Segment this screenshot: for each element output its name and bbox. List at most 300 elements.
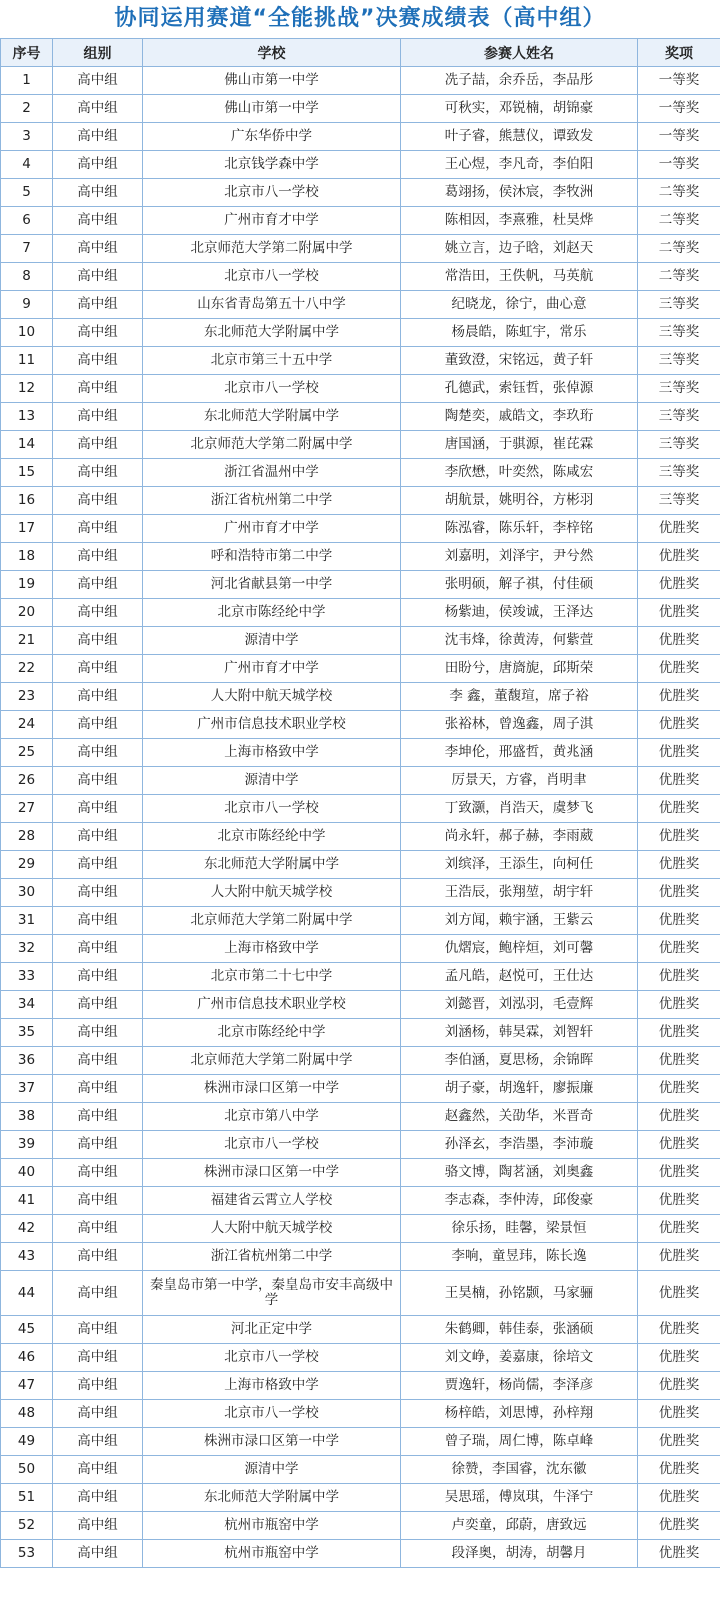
cell-school: 东北师范大学附属中学: [143, 403, 401, 431]
cell-award: 三等奖: [638, 347, 720, 375]
cell-participants: 刘懿晋，刘泓羽，毛壹辉: [401, 991, 638, 1019]
cell-serial-number: 27: [1, 795, 53, 823]
cell-group: 高中组: [53, 1484, 143, 1512]
cell-award: 三等奖: [638, 403, 720, 431]
cell-group: 高中组: [53, 627, 143, 655]
cell-serial-number: 17: [1, 515, 53, 543]
cell-group: 高中组: [53, 1131, 143, 1159]
table-row: [1, 319, 720, 347]
cell-serial-number: 22: [1, 655, 53, 683]
cell-award: 一等奖: [638, 95, 720, 123]
cell-school: 上海市格致中学: [143, 739, 401, 767]
cell-school: 北京师范大学第二附属中学: [143, 431, 401, 459]
cell-serial-number: 3: [1, 123, 53, 151]
cell-school: 株洲市渌口区第一中学: [143, 1075, 401, 1103]
cell-award: 优胜奖: [638, 851, 720, 879]
cell-group: 高中组: [53, 655, 143, 683]
table-row: [1, 1131, 720, 1159]
cell-serial-number: 53: [1, 1540, 53, 1568]
cell-serial-number: 20: [1, 599, 53, 627]
table-row: [1, 1400, 720, 1428]
cell-school: 广州市育才中学: [143, 207, 401, 235]
cell-serial-number: 45: [1, 1316, 53, 1344]
table-row: [1, 1243, 720, 1271]
cell-participants: 刘涵杨，韩昊霖，刘智轩: [401, 1019, 638, 1047]
table-row: [1, 1344, 720, 1372]
cell-award: 优胜奖: [638, 1372, 720, 1400]
cell-school: 人大附中航天城学校: [143, 683, 401, 711]
cell-school: 北京市八一学校: [143, 179, 401, 207]
cell-award: 优胜奖: [638, 879, 720, 907]
cell-participants: 胡子豪，胡逸轩，廖振廉: [401, 1075, 638, 1103]
cell-serial-number: 18: [1, 543, 53, 571]
cell-serial-number: 31: [1, 907, 53, 935]
cell-school: 河北省献县第一中学: [143, 571, 401, 599]
cell-award: 优胜奖: [638, 907, 720, 935]
header-serial-number: 序号: [1, 39, 53, 67]
cell-serial-number: 43: [1, 1243, 53, 1271]
cell-serial-number: 6: [1, 207, 53, 235]
cell-school: 北京钱学森中学: [143, 151, 401, 179]
cell-participants: 段泽奥，胡涛，胡馨月: [401, 1540, 638, 1568]
cell-serial-number: 21: [1, 627, 53, 655]
cell-participants: 常浩田，王佚帆，马英航: [401, 263, 638, 291]
cell-participants: 刘文峥，姜嘉康，徐培文: [401, 1344, 638, 1372]
cell-participants: 李响，童昱玮，陈长逸: [401, 1243, 638, 1271]
cell-participants: 王昊楠，孙铭颢，马家骊: [401, 1271, 638, 1316]
cell-group: 高中组: [53, 1344, 143, 1372]
cell-group: 高中组: [53, 767, 143, 795]
cell-participants: 张明硕，解子祺，付佳硕: [401, 571, 638, 599]
cell-award: 二等奖: [638, 207, 720, 235]
cell-participants: 纪晓龙，徐宁，曲心意: [401, 291, 638, 319]
cell-group: 高中组: [53, 1316, 143, 1344]
cell-school: 东北师范大学附属中学: [143, 319, 401, 347]
cell-school: 上海市格致中学: [143, 1372, 401, 1400]
cell-serial-number: 30: [1, 879, 53, 907]
table-row: [1, 403, 720, 431]
table-row: [1, 1047, 720, 1075]
cell-serial-number: 7: [1, 235, 53, 263]
cell-group: 高中组: [53, 1428, 143, 1456]
results-table: [0, 38, 720, 1568]
cell-participants: 沈韦烽，徐黄涛，何紫萱: [401, 627, 638, 655]
cell-participants: 李伯涵，夏思杨，余锦晖: [401, 1047, 638, 1075]
table-header-row: [1, 39, 720, 67]
cell-participants: 丁致灏，肖浩天，虞梦飞: [401, 795, 638, 823]
cell-participants: 可秋实，邓锐楠，胡锦豪: [401, 95, 638, 123]
cell-group: 高中组: [53, 151, 143, 179]
table-row: [1, 1271, 720, 1316]
cell-group: 高中组: [53, 1372, 143, 1400]
cell-school: 北京市八一学校: [143, 1400, 401, 1428]
cell-participants: 葛翊扬，侯沐宸，李牧洲: [401, 179, 638, 207]
cell-group: 高中组: [53, 599, 143, 627]
cell-group: 高中组: [53, 795, 143, 823]
cell-group: 高中组: [53, 907, 143, 935]
cell-school: 北京师范大学第二附属中学: [143, 235, 401, 263]
cell-award: 优胜奖: [638, 991, 720, 1019]
cell-participants: 徐赞，李国睿，沈东徽: [401, 1456, 638, 1484]
page-title: 协同运用赛道“全能挑战”决赛成绩表（高中组）: [114, 6, 606, 31]
cell-serial-number: 14: [1, 431, 53, 459]
cell-award: 优胜奖: [638, 1271, 720, 1316]
cell-group: 高中组: [53, 1540, 143, 1568]
table-row: [1, 1075, 720, 1103]
cell-award: 二等奖: [638, 179, 720, 207]
cell-award: 优胜奖: [638, 1215, 720, 1243]
cell-school: 北京市八一学校: [143, 263, 401, 291]
cell-serial-number: 23: [1, 683, 53, 711]
cell-group: 高中组: [53, 1103, 143, 1131]
table-row: [1, 739, 720, 767]
cell-school: 北京市第三十五中学: [143, 347, 401, 375]
table-row: [1, 571, 720, 599]
cell-school: 呼和浩特市第二中学: [143, 543, 401, 571]
cell-serial-number: 32: [1, 935, 53, 963]
cell-serial-number: 34: [1, 991, 53, 1019]
cell-school: 佛山市第一中学: [143, 67, 401, 95]
table-row: [1, 627, 720, 655]
cell-group: 高中组: [53, 879, 143, 907]
cell-award: 三等奖: [638, 291, 720, 319]
cell-serial-number: 26: [1, 767, 53, 795]
cell-school: 北京市八一学校: [143, 1344, 401, 1372]
cell-serial-number: 44: [1, 1271, 53, 1316]
cell-serial-number: 36: [1, 1047, 53, 1075]
table-row: [1, 655, 720, 683]
table-row: [1, 67, 720, 95]
cell-school: 广州市信息技术职业学校: [143, 991, 401, 1019]
cell-participants: 刘嘉明，刘泽宇，尹兮然: [401, 543, 638, 571]
cell-award: 优胜奖: [638, 1344, 720, 1372]
cell-school: 浙江省温州中学: [143, 459, 401, 487]
cell-group: 高中组: [53, 1215, 143, 1243]
table-row: [1, 235, 720, 263]
table-row: [1, 1103, 720, 1131]
table-row: [1, 907, 720, 935]
cell-group: 高中组: [53, 1047, 143, 1075]
cell-serial-number: 12: [1, 375, 53, 403]
cell-serial-number: 28: [1, 823, 53, 851]
cell-participants: 徐乐扬，眭馨，梁景恒: [401, 1215, 638, 1243]
cell-award: 优胜奖: [638, 1316, 720, 1344]
cell-award: 优胜奖: [638, 1428, 720, 1456]
cell-school: 广州市信息技术职业学校: [143, 711, 401, 739]
cell-school: 北京市第二十七中学: [143, 963, 401, 991]
cell-award: 优胜奖: [638, 683, 720, 711]
cell-group: 高中组: [53, 375, 143, 403]
cell-school: 杭州市瓶窑中学: [143, 1540, 401, 1568]
cell-group: 高中组: [53, 543, 143, 571]
cell-participants: 尚永轩，郝子赫，李雨葳: [401, 823, 638, 851]
table-row: [1, 851, 720, 879]
cell-serial-number: 42: [1, 1215, 53, 1243]
cell-award: 优胜奖: [638, 1512, 720, 1540]
cell-award: 优胜奖: [638, 1484, 720, 1512]
cell-serial-number: 41: [1, 1187, 53, 1215]
cell-award: 优胜奖: [638, 767, 720, 795]
cell-school: 株洲市渌口区第一中学: [143, 1428, 401, 1456]
cell-serial-number: 38: [1, 1103, 53, 1131]
table-row: [1, 1215, 720, 1243]
cell-serial-number: 1: [1, 67, 53, 95]
cell-serial-number: 37: [1, 1075, 53, 1103]
cell-school: 浙江省杭州第二中学: [143, 487, 401, 515]
cell-group: 高中组: [53, 1159, 143, 1187]
cell-award: 二等奖: [638, 235, 720, 263]
cell-participants: 陈相因，李熹雅，杜昊烨: [401, 207, 638, 235]
cell-school: 上海市格致中学: [143, 935, 401, 963]
cell-school: 东北师范大学附属中学: [143, 1484, 401, 1512]
cell-participants: 胡航景，姚明谷，方彬羽: [401, 487, 638, 515]
cell-school: 广东华侨中学: [143, 123, 401, 151]
cell-award: 二等奖: [638, 263, 720, 291]
cell-serial-number: 39: [1, 1131, 53, 1159]
cell-school: 广州市育才中学: [143, 515, 401, 543]
cell-school: 广州市育才中学: [143, 655, 401, 683]
cell-school: 福建省云霄立人学校: [143, 1187, 401, 1215]
cell-school: 山东省青岛第五十八中学: [143, 291, 401, 319]
cell-serial-number: 13: [1, 403, 53, 431]
table-row: [1, 991, 720, 1019]
cell-serial-number: 29: [1, 851, 53, 879]
cell-group: 高中组: [53, 123, 143, 151]
cell-group: 高中组: [53, 683, 143, 711]
cell-award: 优胜奖: [638, 1103, 720, 1131]
cell-award: 优胜奖: [638, 1243, 720, 1271]
table-row: [1, 123, 720, 151]
table-row: [1, 795, 720, 823]
table-row: [1, 1540, 720, 1568]
cell-serial-number: 8: [1, 263, 53, 291]
cell-participants: 孙泽玄，李浩墨，李沛璇: [401, 1131, 638, 1159]
cell-award: 三等奖: [638, 431, 720, 459]
cell-group: 高中组: [53, 403, 143, 431]
cell-award: 优胜奖: [638, 1187, 720, 1215]
cell-participants: 刘缤泽，王添生，向柯任: [401, 851, 638, 879]
table-row: [1, 963, 720, 991]
cell-participants: 杨紫迪，侯竣诚，王泽达: [401, 599, 638, 627]
cell-serial-number: 19: [1, 571, 53, 599]
cell-group: 高中组: [53, 963, 143, 991]
table-row: [1, 711, 720, 739]
cell-group: 高中组: [53, 207, 143, 235]
cell-serial-number: 2: [1, 95, 53, 123]
header-award: 奖项: [638, 39, 720, 67]
table-row: [1, 263, 720, 291]
cell-serial-number: 15: [1, 459, 53, 487]
table-row: [1, 431, 720, 459]
cell-school: 源清中学: [143, 1456, 401, 1484]
cell-school: 源清中学: [143, 627, 401, 655]
cell-participants: 董致澄，宋铭远，黄子轩: [401, 347, 638, 375]
cell-group: 高中组: [53, 739, 143, 767]
cell-award: 一等奖: [638, 123, 720, 151]
cell-group: 高中组: [53, 1512, 143, 1540]
cell-serial-number: 5: [1, 179, 53, 207]
cell-award: 三等奖: [638, 375, 720, 403]
table-row: [1, 1512, 720, 1540]
table-row: [1, 1159, 720, 1187]
cell-school: 北京市陈经纶中学: [143, 823, 401, 851]
table-row: [1, 1187, 720, 1215]
table-row: [1, 1372, 720, 1400]
cell-participants: 卢奕童，邱蔚，唐致远: [401, 1512, 638, 1540]
cell-serial-number: 51: [1, 1484, 53, 1512]
cell-serial-number: 25: [1, 739, 53, 767]
cell-award: 优胜奖: [638, 599, 720, 627]
cell-serial-number: 48: [1, 1400, 53, 1428]
cell-participants: 刘方闻，赖宇涵，王紫云: [401, 907, 638, 935]
cell-group: 高中组: [53, 95, 143, 123]
cell-award: 优胜奖: [638, 739, 720, 767]
cell-school: 人大附中航天城学校: [143, 1215, 401, 1243]
cell-award: 优胜奖: [638, 571, 720, 599]
cell-school: 人大附中航天城学校: [143, 879, 401, 907]
cell-serial-number: 9: [1, 291, 53, 319]
cell-participants: 孔德武，索钰哲，张倬源: [401, 375, 638, 403]
cell-group: 高中组: [53, 1456, 143, 1484]
table-row: [1, 767, 720, 795]
cell-participants: 王心煜，李凡奇，李伯阳: [401, 151, 638, 179]
cell-award: 三等奖: [638, 459, 720, 487]
cell-school: 河北正定中学: [143, 1316, 401, 1344]
cell-serial-number: 47: [1, 1372, 53, 1400]
table-row: [1, 487, 720, 515]
cell-group: 高中组: [53, 1019, 143, 1047]
table-row: [1, 1484, 720, 1512]
cell-group: 高中组: [53, 291, 143, 319]
cell-school: 北京市八一学校: [143, 795, 401, 823]
cell-school: 源清中学: [143, 767, 401, 795]
cell-group: 高中组: [53, 1187, 143, 1215]
cell-serial-number: 10: [1, 319, 53, 347]
cell-school: 北京市八一学校: [143, 1131, 401, 1159]
table-row: [1, 459, 720, 487]
cell-serial-number: 16: [1, 487, 53, 515]
cell-group: 高中组: [53, 179, 143, 207]
cell-school: 杭州市瓶窑中学: [143, 1512, 401, 1540]
cell-serial-number: 35: [1, 1019, 53, 1047]
cell-award: 优胜奖: [638, 1131, 720, 1159]
cell-participants: 冼子喆，余乔岳，李品彤: [401, 67, 638, 95]
table-row: [1, 515, 720, 543]
cell-participants: 厉景天，方睿，肖明聿: [401, 767, 638, 795]
cell-award: 优胜奖: [638, 1019, 720, 1047]
cell-participants: 贾逸轩，杨尚儒，李泽彦: [401, 1372, 638, 1400]
header-participants: 参赛人姓名: [401, 39, 638, 67]
cell-participants: 李坤伦，邢盛哲，黄兆涵: [401, 739, 638, 767]
cell-school: 秦皇岛市第一中学，秦皇岛市安丰高级中学: [143, 1271, 401, 1316]
cell-school: 浙江省杭州第二中学: [143, 1243, 401, 1271]
cell-award: 优胜奖: [638, 655, 720, 683]
cell-award: 优胜奖: [638, 935, 720, 963]
cell-group: 高中组: [53, 935, 143, 963]
cell-group: 高中组: [53, 515, 143, 543]
cell-award: 优胜奖: [638, 627, 720, 655]
cell-award: 优胜奖: [638, 1540, 720, 1568]
table-row: [1, 1316, 720, 1344]
cell-participants: 张裕林，曾逸鑫，周子淇: [401, 711, 638, 739]
cell-group: 高中组: [53, 459, 143, 487]
cell-school: 北京师范大学第二附属中学: [143, 1047, 401, 1075]
cell-award: 优胜奖: [638, 515, 720, 543]
cell-group: 高中组: [53, 235, 143, 263]
cell-award: 优胜奖: [638, 1159, 720, 1187]
cell-serial-number: 11: [1, 347, 53, 375]
cell-serial-number: 46: [1, 1344, 53, 1372]
table-row: [1, 151, 720, 179]
cell-group: 高中组: [53, 823, 143, 851]
cell-serial-number: 40: [1, 1159, 53, 1187]
cell-participants: 杨梓皓，刘思博，孙梓翔: [401, 1400, 638, 1428]
cell-serial-number: 33: [1, 963, 53, 991]
table-row: [1, 823, 720, 851]
cell-group: 高中组: [53, 711, 143, 739]
cell-participants: 唐国涵，于骐源，崔芘霖: [401, 431, 638, 459]
cell-participants: 杨晨皓，陈虹宇，常乐: [401, 319, 638, 347]
cell-school: 北京市八一学校: [143, 375, 401, 403]
cell-school: 北京市陈经纶中学: [143, 1019, 401, 1047]
table-row: [1, 291, 720, 319]
cell-award: 优胜奖: [638, 1400, 720, 1428]
table-row: [1, 1456, 720, 1484]
cell-participants: 曾子瑞，周仁博，陈卓峰: [401, 1428, 638, 1456]
table-row: [1, 683, 720, 711]
cell-school: 株洲市渌口区第一中学: [143, 1159, 401, 1187]
cell-participants: 陈泓睿，陈乐轩，李梓铭: [401, 515, 638, 543]
cell-participants: 吴思瑶，傅岚琪，牛泽宁: [401, 1484, 638, 1512]
cell-award: 优胜奖: [638, 963, 720, 991]
cell-group: 高中组: [53, 347, 143, 375]
cell-award: 优胜奖: [638, 543, 720, 571]
table-row: [1, 1428, 720, 1456]
cell-award: 优胜奖: [638, 711, 720, 739]
cell-serial-number: 50: [1, 1456, 53, 1484]
cell-participants: 仇熠宸，鲍梓烜，刘可馨: [401, 935, 638, 963]
cell-participants: 李欣懋，叶奕然，陈咸宏: [401, 459, 638, 487]
cell-award: 优胜奖: [638, 1456, 720, 1484]
cell-school: 佛山市第一中学: [143, 95, 401, 123]
cell-participants: 孟凡皓，赵悦可，王仕达: [401, 963, 638, 991]
cell-award: 一等奖: [638, 67, 720, 95]
table-row: [1, 95, 720, 123]
table-row: [1, 375, 720, 403]
cell-group: 高中组: [53, 1400, 143, 1428]
cell-participants: 骆文博，陶茗涵，刘奥鑫: [401, 1159, 638, 1187]
cell-participants: 陶楚奕，戚皓文，李玖珩: [401, 403, 638, 431]
cell-school: 北京市陈经纶中学: [143, 599, 401, 627]
cell-group: 高中组: [53, 1075, 143, 1103]
table-row: [1, 207, 720, 235]
cell-participants: 李志森，李仲涛，邱俊豪: [401, 1187, 638, 1215]
cell-group: 高中组: [53, 263, 143, 291]
cell-award: 三等奖: [638, 487, 720, 515]
cell-group: 高中组: [53, 1243, 143, 1271]
table-row: [1, 1019, 720, 1047]
header-school: 学校: [143, 39, 401, 67]
cell-group: 高中组: [53, 571, 143, 599]
table-row: [1, 935, 720, 963]
table-row: [1, 879, 720, 907]
cell-serial-number: 24: [1, 711, 53, 739]
cell-serial-number: 4: [1, 151, 53, 179]
cell-award: 优胜奖: [638, 795, 720, 823]
cell-participants: 王浩辰，张翔堃，胡宇轩: [401, 879, 638, 907]
table-row: [1, 599, 720, 627]
cell-participants: 朱鹤卿，韩佳泰，张涵硕: [401, 1316, 638, 1344]
